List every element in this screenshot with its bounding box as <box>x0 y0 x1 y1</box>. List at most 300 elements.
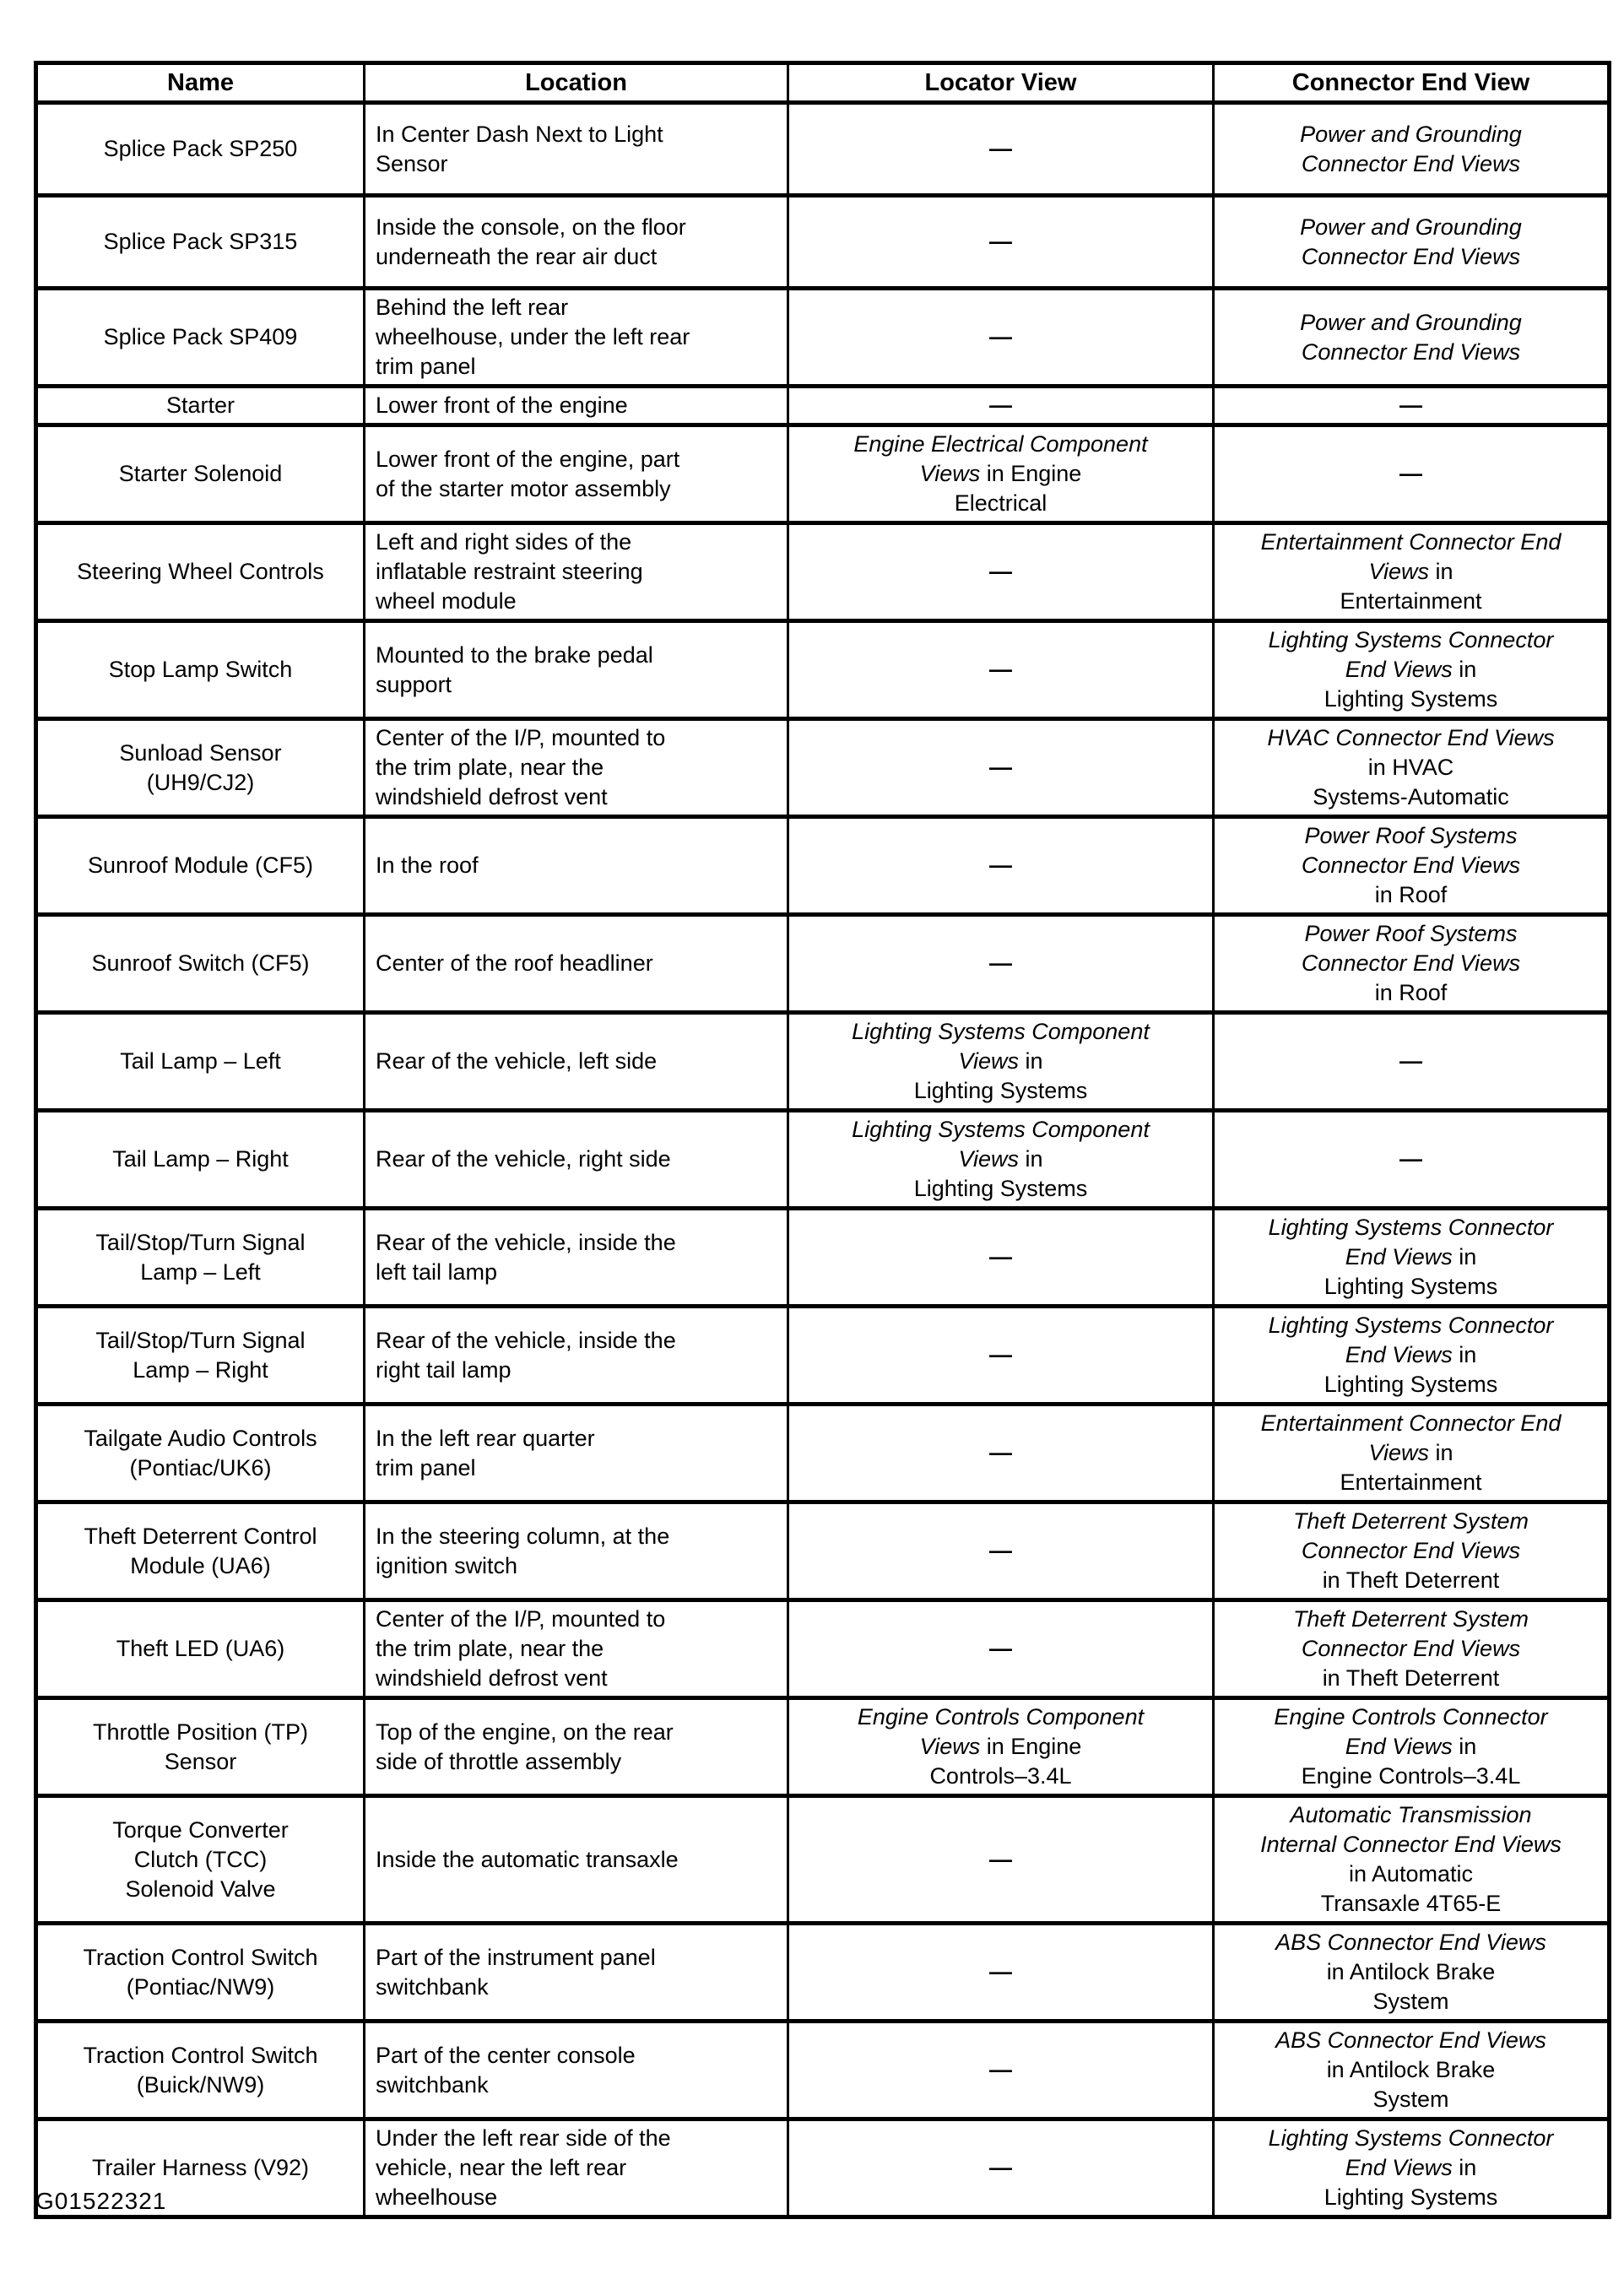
text-line: Views in <box>958 1146 1043 1172</box>
component-location-line: Lower front of the engine <box>376 392 628 418</box>
locator-view-cell <box>788 719 1214 817</box>
component-location-cell <box>365 1405 788 1502</box>
component-name-cell <box>36 387 365 425</box>
component-table-row <box>36 1924 1610 2022</box>
text-line: Views in <box>958 1048 1043 1074</box>
component-location-line: Rear of the vehicle, inside the <box>376 1327 676 1353</box>
connector-end-view-cell <box>1214 2022 1610 2119</box>
component-location-line: trim panel <box>376 1454 476 1481</box>
component-location-line: In Center Dash Next to Light <box>376 121 663 147</box>
component-location-line: Sensor <box>376 150 448 176</box>
text-line <box>794 1702 1207 1732</box>
connector-end-view-cell <box>1214 1307 1610 1405</box>
component-table-row <box>36 817 1610 915</box>
component-name-cell <box>36 1111 365 1209</box>
component-location-line: side of throttle assembly <box>376 1748 622 1774</box>
component-name-cell <box>36 289 365 387</box>
connector-end-view-cell <box>1214 425 1610 523</box>
connector-end-view-cell <box>1214 289 1610 387</box>
component-table-row <box>36 1405 1610 1502</box>
text-line <box>1220 1536 1602 1566</box>
view-reference-title: ABS Connector End Views <box>1275 2027 1546 2053</box>
component-name-line: Lamp – Right <box>133 1356 268 1383</box>
connector-end-view-cell <box>1214 817 1610 915</box>
text-line: Entertainment <box>1340 1470 1482 1495</box>
component-table-row <box>36 1111 1610 1209</box>
component-name-line: Stop Lamp Switch <box>108 657 293 682</box>
empty-cell-dash: — <box>989 1440 1012 1465</box>
component-location-line: of the starter motor assembly <box>376 475 671 501</box>
empty-cell-dash: — <box>989 229 1012 254</box>
empty-cell-dash: — <box>989 657 1012 682</box>
text-line <box>1220 149 1602 179</box>
view-reference-title: Entertainment Connector End <box>1260 1410 1562 1436</box>
component-location-line: Under the left rear side of the <box>376 2125 671 2151</box>
empty-cell-dash: — <box>989 1636 1012 1661</box>
text-line: in Roof <box>1374 882 1448 907</box>
component-location-cell <box>365 1796 788 1924</box>
component-table-row <box>36 425 1610 523</box>
locator-view-cell <box>788 1405 1214 1502</box>
component-location-line: trim panel <box>376 354 476 379</box>
component-location-line: Top of the engine, on the rear <box>376 1719 674 1745</box>
text-line <box>1220 1605 1602 1634</box>
component-name-line: Starter <box>165 392 235 418</box>
locator-view-cell <box>788 289 1214 387</box>
component-name-cell <box>36 425 365 523</box>
view-reference-title: Internal Connector End Views <box>1260 1832 1562 1857</box>
view-reference-title: Entertainment Connector End <box>1260 529 1562 555</box>
locator-view-cell <box>788 425 1214 523</box>
component-location-line: underneath the rear air duct <box>376 243 658 269</box>
view-reference-title: Lighting Systems Connector <box>1268 2125 1554 2151</box>
text-line: Engine Controls–3.4L <box>1301 1763 1521 1789</box>
locator-view-cell <box>788 2022 1214 2119</box>
text-line <box>1220 1702 1602 1732</box>
component-location-line: wheelhouse, under the left rear <box>376 324 690 349</box>
view-reference-title: Connector End Views <box>1301 853 1521 878</box>
view-reference-title: End Views <box>1345 1244 1453 1269</box>
component-name-cell <box>36 196 365 289</box>
text-line <box>1220 1507 1602 1536</box>
connector-end-view-cell <box>1214 523 1610 621</box>
component-name-line: Trailer Harness (V92) <box>91 2155 310 2180</box>
text-line: Electrical <box>954 490 1047 516</box>
component-location-line: Inside the automatic transaxle <box>376 1846 679 1872</box>
component-location-line: Lower front of the engine, part <box>376 446 680 472</box>
column-header-locator-view: Locator View <box>788 63 1214 103</box>
connector-end-view-cell <box>1214 621 1610 719</box>
empty-cell-dash: — <box>1399 1146 1422 1172</box>
view-reference-title: Lighting Systems Connector <box>1268 1215 1554 1240</box>
component-name-line: Clutch (TCC) <box>133 1846 268 1872</box>
text-line: Views in Engine <box>919 461 1082 486</box>
empty-cell-dash: — <box>989 755 1012 780</box>
component-table-row <box>36 387 1610 425</box>
empty-cell-dash: — <box>989 324 1012 349</box>
component-location-cell <box>365 425 788 523</box>
component-location-line: Inside the console, on the floor <box>376 214 686 240</box>
empty-cell-dash: — <box>1399 1048 1422 1074</box>
view-reference-title: Connector End Views <box>1301 950 1521 976</box>
component-location-cell <box>365 2022 788 2119</box>
component-location-line: inflatable restraint steering <box>376 559 643 584</box>
text-line <box>1220 1830 1602 1859</box>
component-name-line: Tail/Stop/Turn Signal <box>95 1327 306 1353</box>
table-header-row <box>36 63 1610 103</box>
locator-view-cell <box>788 1502 1214 1600</box>
text-line <box>1220 625 1602 655</box>
text-line: Systems-Automatic <box>1313 784 1509 809</box>
connector-end-view-cell <box>1214 1796 1610 1924</box>
text-line: End Views in <box>1345 1244 1477 1269</box>
connector-end-view-cell <box>1214 1209 1610 1307</box>
text-line: Entertainment <box>1340 588 1482 614</box>
view-reference-title: Lighting Systems Component <box>852 1117 1150 1142</box>
component-location-cell <box>365 1111 788 1209</box>
text-line <box>794 1115 1207 1145</box>
component-location-line: the trim plate, near the <box>376 1636 604 1661</box>
text-line <box>1220 821 1602 851</box>
text-line <box>1220 1800 1602 1830</box>
view-reference-title: Lighting Systems Component <box>852 1019 1150 1044</box>
component-table-row <box>36 719 1610 817</box>
component-table-row <box>36 1307 1610 1405</box>
empty-cell-dash: — <box>989 559 1012 584</box>
view-reference-title: ABS Connector End Views <box>1275 1930 1546 1955</box>
text-line: System <box>1372 2087 1449 2112</box>
connector-end-view-cell <box>1214 719 1610 817</box>
empty-cell-dash: — <box>989 136 1012 161</box>
connector-end-view-cell <box>1214 1405 1610 1502</box>
text-line <box>1220 2026 1602 2055</box>
text-line: in Theft Deterrent <box>1322 1665 1500 1691</box>
component-location-line: In the steering column, at the <box>376 1523 670 1549</box>
component-name-cell <box>36 1796 365 1924</box>
text-line: in HVAC <box>1367 755 1454 780</box>
empty-cell-dash: — <box>989 1538 1012 1563</box>
connector-end-view-cell <box>1214 1013 1610 1111</box>
component-location-cell <box>365 1502 788 1600</box>
text-line: System <box>1372 1989 1449 2014</box>
component-name-cell <box>36 1013 365 1111</box>
component-name-cell <box>36 915 365 1013</box>
text-line: Lighting Systems <box>1324 686 1498 712</box>
component-name-line: (Buick/NW9) <box>136 2071 265 2098</box>
view-reference-title: Connector End Views <box>1301 1636 1521 1661</box>
component-location-table <box>34 61 1611 2219</box>
locator-view-cell <box>788 1924 1214 2022</box>
empty-cell-dash: — <box>989 1342 1012 1367</box>
empty-cell-dash: — <box>989 392 1012 418</box>
component-name-line: (Pontiac/NW9) <box>126 1973 275 2000</box>
component-name-line: Tailgate Audio Controls <box>84 1425 317 1451</box>
connector-end-view-cell <box>1214 1924 1610 2022</box>
text-line <box>1220 528 1602 557</box>
component-table-row <box>36 523 1610 621</box>
component-location-line: the trim plate, near the <box>376 755 604 780</box>
text-line <box>1220 1213 1602 1242</box>
component-location-cell <box>365 915 788 1013</box>
text-line: End Views in <box>1345 2155 1477 2180</box>
component-location-line: Part of the instrument panel <box>376 1944 656 1970</box>
column-header-name: Name <box>36 63 365 103</box>
connector-end-view-cell <box>1214 103 1610 196</box>
text-line: Lighting Systems <box>913 1176 1088 1201</box>
text-line <box>1220 949 1602 978</box>
text-line <box>1220 1634 1602 1664</box>
locator-view-cell <box>788 915 1214 1013</box>
empty-cell-dash: — <box>1399 461 1422 486</box>
component-name-cell <box>36 2022 365 2119</box>
connector-end-view-cell <box>1214 1600 1610 1698</box>
view-reference-title: Lighting Systems Connector <box>1268 1313 1554 1338</box>
view-reference-title: Views <box>1368 1440 1429 1465</box>
column-header-connector-end-view: Connector End View <box>1214 63 1610 103</box>
connector-end-view-cell <box>1214 2119 1610 2217</box>
component-location-cell <box>365 1924 788 2022</box>
locator-view-cell <box>788 1796 1214 1924</box>
text-line <box>794 430 1207 459</box>
component-name-line: Splice Pack SP315 <box>103 229 298 254</box>
view-reference-title: HVAC Connector End Views <box>1267 725 1555 750</box>
component-name-line: Theft Deterrent Control <box>84 1523 317 1549</box>
empty-cell-dash: — <box>989 950 1012 976</box>
locator-view-cell <box>788 1013 1214 1111</box>
locator-view-cell <box>788 1111 1214 1209</box>
component-location-line: switchbank <box>376 2071 489 2098</box>
text-line: Lighting Systems <box>1324 1274 1498 1299</box>
view-reference-title: Power Roof Systems <box>1304 921 1518 946</box>
component-name-cell <box>36 1600 365 1698</box>
component-name-line: Torque Converter <box>112 1816 289 1843</box>
view-reference-title: Views <box>958 1146 1019 1172</box>
component-name-line: Module (UA6) <box>130 1552 271 1578</box>
connector-end-view-cell <box>1214 1698 1610 1796</box>
component-table-row <box>36 1209 1610 1307</box>
table-header <box>36 63 1610 103</box>
component-name-line: Tail Lamp – Right <box>112 1146 289 1172</box>
component-table-row <box>36 1796 1610 1924</box>
view-reference-title: Power and Grounding <box>1300 309 1522 335</box>
text-line: in Antilock Brake <box>1326 1959 1496 1984</box>
text-line <box>794 1017 1207 1047</box>
component-location-line: Center of the I/P, mounted to <box>376 725 666 750</box>
component-name-cell <box>36 817 365 915</box>
table-body <box>36 103 1610 2217</box>
column-header-location: Location <box>365 63 788 103</box>
component-location-line: wheelhouse <box>376 2184 498 2210</box>
view-reference-title: Lighting Systems Connector <box>1268 627 1554 652</box>
view-reference-title: End Views <box>1345 2155 1453 2180</box>
component-location-line: Rear of the vehicle, right side <box>376 1146 671 1172</box>
component-name-line: Splice Pack SP409 <box>103 324 298 349</box>
locator-view-cell <box>788 1307 1214 1405</box>
component-location-cell <box>365 817 788 915</box>
text-line <box>1220 723 1602 753</box>
component-name-line: Theft LED (UA6) <box>116 1636 285 1661</box>
text-line: in Antilock Brake <box>1326 2057 1496 2082</box>
text-line <box>1220 338 1602 367</box>
component-location-line: Left and right sides of the <box>376 529 632 555</box>
empty-cell-dash: — <box>989 853 1012 878</box>
component-table-row <box>36 2119 1610 2217</box>
component-name-cell <box>36 103 365 196</box>
locator-view-cell <box>788 621 1214 719</box>
component-name-line: Steering Wheel Controls <box>77 559 324 584</box>
component-location-cell <box>365 289 788 387</box>
component-location-line: In the roof <box>376 853 479 878</box>
component-location-line: right tail lamp <box>376 1356 512 1383</box>
component-name-line: Throttle Position (TP) <box>92 1719 309 1745</box>
component-name-line: Lamp – Left <box>140 1259 261 1285</box>
component-location-line: Behind the left rear <box>376 295 569 320</box>
component-name-line: Solenoid Valve <box>125 1876 276 1902</box>
connector-end-view-cell <box>1214 196 1610 289</box>
text-line: Views in Engine <box>919 1734 1082 1759</box>
locator-view-cell <box>788 1698 1214 1796</box>
component-location-line: vehicle, near the left rear <box>376 2155 627 2180</box>
text-line: Views in <box>1368 559 1453 584</box>
text-line <box>1220 1409 1602 1438</box>
component-name-line: Tail/Stop/Turn Signal <box>95 1229 306 1255</box>
component-name-line: Starter Solenoid <box>118 461 283 486</box>
text-line: in Roof <box>1374 980 1448 1005</box>
component-location-cell <box>365 2119 788 2217</box>
component-name-cell <box>36 719 365 817</box>
view-reference-title: Theft Deterrent System <box>1292 1606 1529 1632</box>
component-location-cell <box>365 1600 788 1698</box>
component-location-line: Rear of the vehicle, left side <box>376 1048 658 1074</box>
component-name-line: Traction Control Switch <box>83 1944 318 1970</box>
component-location-cell <box>365 1307 788 1405</box>
text-line: Lighting Systems <box>913 1078 1088 1103</box>
text-line: in Theft Deterrent <box>1322 1567 1500 1593</box>
component-name-line: Sensor <box>164 1748 237 1774</box>
component-table-row <box>36 196 1610 289</box>
view-reference-title: Power and Grounding <box>1300 214 1522 240</box>
empty-cell-dash: — <box>989 1244 1012 1269</box>
component-name-cell <box>36 621 365 719</box>
component-location-line: Part of the center console <box>376 2042 636 2068</box>
component-name-cell <box>36 1307 365 1405</box>
component-table-row <box>36 1502 1610 1600</box>
component-name-cell <box>36 523 365 621</box>
locator-view-cell <box>788 103 1214 196</box>
component-location-cell <box>365 719 788 817</box>
view-reference-title: Power and Grounding <box>1300 121 1522 147</box>
component-table-row <box>36 1698 1610 1796</box>
text-line <box>1220 120 1602 149</box>
component-name-line: Traction Control Switch <box>83 2042 318 2068</box>
locator-view-cell <box>788 523 1214 621</box>
connector-end-view-cell <box>1214 1111 1610 1209</box>
view-reference-title: Views <box>958 1048 1019 1074</box>
component-name-cell <box>36 1698 365 1796</box>
component-location-line: In the left rear quarter <box>376 1425 595 1451</box>
view-reference-title: End Views <box>1345 1342 1453 1367</box>
component-table-row <box>36 621 1610 719</box>
component-location-cell <box>365 1013 788 1111</box>
component-table-row <box>36 1600 1610 1698</box>
component-table-row <box>36 1013 1610 1111</box>
view-reference-title: Views <box>919 461 981 486</box>
text-line <box>1220 308 1602 338</box>
text-line: Views in <box>1368 1440 1453 1465</box>
component-table-row <box>36 103 1610 196</box>
text-line: End Views in <box>1345 657 1477 682</box>
component-location-cell <box>365 1698 788 1796</box>
text-line <box>1220 1928 1602 1957</box>
component-table-row <box>36 2022 1610 2119</box>
component-name-cell <box>36 1502 365 1600</box>
view-reference-title: Views <box>1368 559 1429 584</box>
text-line <box>1220 851 1602 880</box>
component-location-cell <box>365 387 788 425</box>
text-line <box>1220 242 1602 272</box>
component-location-line: Rear of the vehicle, inside the <box>376 1229 676 1255</box>
component-location-line: wheel module <box>376 588 517 614</box>
empty-cell-dash: — <box>989 2155 1012 2180</box>
component-name-cell <box>36 1209 365 1307</box>
view-reference-title: Views <box>919 1734 981 1759</box>
text-line: End Views in <box>1345 1342 1477 1367</box>
locator-view-cell <box>788 1600 1214 1698</box>
component-name-cell <box>36 1405 365 1502</box>
locator-view-cell <box>788 1209 1214 1307</box>
locator-view-cell <box>788 196 1214 289</box>
component-name-line: Sunload Sensor <box>119 739 282 766</box>
view-reference-title: Connector End Views <box>1301 243 1521 269</box>
text-line: Lighting Systems <box>1324 2184 1498 2210</box>
connector-end-view-cell <box>1214 915 1610 1013</box>
text-line: in Automatic <box>1348 1861 1474 1887</box>
component-location-line: Center of the roof headliner <box>376 950 653 976</box>
component-name-line: Tail Lamp – Left <box>120 1048 281 1074</box>
component-location-line: windshield defrost vent <box>376 784 608 809</box>
component-location-line: windshield defrost vent <box>376 1665 608 1691</box>
text-line <box>1220 2124 1602 2153</box>
view-reference-title: Automatic Transmission <box>1290 1802 1532 1827</box>
figure-id-code: G01522321 <box>35 2188 167 2214</box>
view-reference-title: Engine Controls Connector <box>1274 1704 1548 1730</box>
component-location-cell <box>365 196 788 289</box>
component-location-line: Center of the I/P, mounted to <box>376 1606 666 1632</box>
component-location-cell <box>365 1209 788 1307</box>
view-reference-title: Connector End Views <box>1301 150 1521 176</box>
component-name-line: Sunroof Switch (CF5) <box>91 950 310 976</box>
locator-view-cell <box>788 2119 1214 2217</box>
view-reference-title: End Views <box>1345 657 1453 682</box>
component-location-cell <box>365 523 788 621</box>
empty-cell-dash: — <box>989 1959 1012 1984</box>
locator-view-cell <box>788 817 1214 915</box>
text-line <box>1220 919 1602 949</box>
locator-view-cell <box>788 387 1214 425</box>
component-location-line: support <box>376 671 452 697</box>
component-location-line: ignition switch <box>376 1552 518 1578</box>
component-name-line: Splice Pack SP250 <box>103 136 298 161</box>
view-reference-title: Theft Deterrent System <box>1292 1508 1529 1534</box>
component-table-row <box>36 289 1610 387</box>
view-reference-title: Engine Electrical Component <box>853 431 1148 457</box>
view-reference-title: Engine Controls Component <box>857 1704 1145 1730</box>
component-location-line: left tail lamp <box>376 1259 498 1285</box>
component-name-line: (UH9/CJ2) <box>146 769 255 795</box>
component-name-line: (Pontiac/UK6) <box>129 1454 272 1481</box>
component-location-cell <box>365 103 788 196</box>
text-line: Transaxle 4T65-E <box>1320 1891 1502 1916</box>
